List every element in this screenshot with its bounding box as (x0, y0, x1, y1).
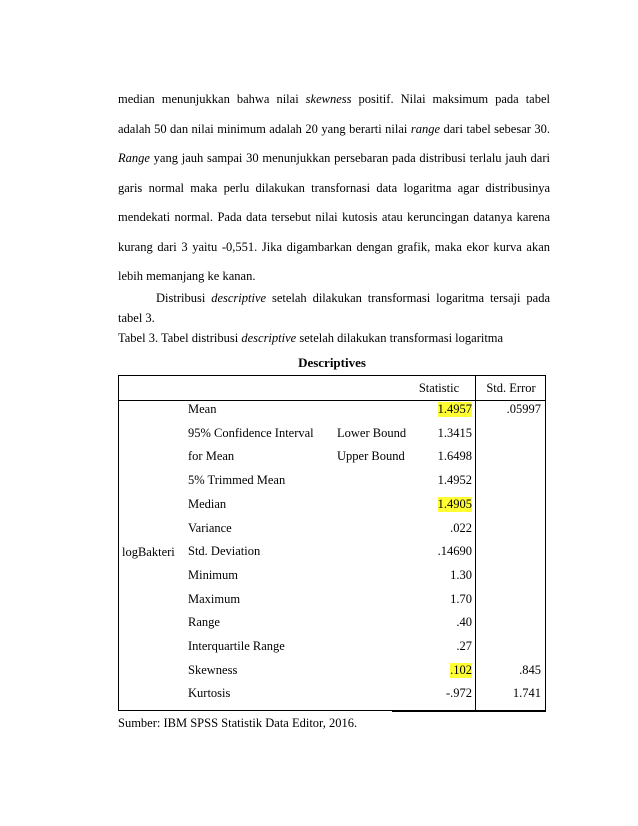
std-error-value: .05997 (506, 402, 541, 416)
statistic-value: .27 (456, 639, 472, 653)
table-caption: Tabel 3. Tabel distribusi descriptive setelah dilakukan transformasi logaritma (118, 331, 504, 345)
row-label: Maximum (188, 591, 241, 606)
row-label: Variance (188, 520, 232, 535)
row-sublabel: Upper Bound (337, 449, 405, 464)
std-error-value: 1.741 (512, 686, 541, 701)
source-note: Sumber: IBM SPSS Statistik Data Editor, 2016. (118, 716, 358, 730)
statistic-value: 1.6498 (437, 449, 472, 464)
table-bottom-rule (392, 710, 546, 712)
statistic-value: .14690 (437, 544, 472, 559)
row-label: 5% Trimmed Mean (188, 473, 286, 488)
body-paragraph-1: median menunjukkan bahwa nilai skewness positif. Nilai maksimum pada tabel adalah 50 dan nilai minimum adalah 20 yang berarti nilai range dari tabel sebesar 30. Range yang jauh sampai 30 menunjukkan persebaran pada distribusi terlalu jauh dari garis normal maka perlu dilakukan transfornasi data logaritma agar distribusinya mendekati normal. Pada data tersebut nilai kutosis atau keruncingan datanya karena kurang dari 3 yaitu -0,551. Jika digambarkan dengan grafik, maka ekor kurva akan lebih memanjang ke kanan. (118, 92, 551, 283)
row-sublabel: Lower Bound (337, 425, 407, 440)
variable-label: logBakteri (122, 545, 175, 559)
table-title: Descriptives (298, 355, 366, 370)
std-error-value: .845 (519, 662, 541, 677)
statistic-value: 1.30 (450, 567, 472, 582)
statistic-value: 1.4957 (437, 402, 472, 416)
statistic-value: .102 (450, 662, 472, 677)
header-std-error: Std. Error (486, 381, 536, 395)
statistic-value: .40 (456, 615, 472, 630)
row-label: Range (188, 615, 220, 630)
body-paragraph-2: Distribusi descriptive setelah dilakukan transformasi logaritma tersaji pada tabel 3. (118, 291, 550, 325)
descriptives-table (118, 375, 546, 711)
statistic-value: .022 (450, 520, 472, 535)
statistic-value: 1.4952 (437, 473, 472, 488)
row-label: Std. Deviation (188, 544, 261, 559)
row-label: Kurtosis (188, 686, 231, 701)
row-label: Minimum (188, 567, 239, 582)
row-label: Mean (188, 402, 217, 416)
column-divider-std-error (545, 376, 546, 710)
statistic-value: 1.4905 (437, 496, 472, 511)
header-divider (119, 400, 545, 401)
statistic-value: -.972 (445, 686, 472, 701)
column-divider-statistic (475, 376, 476, 710)
row-label: for Mean (188, 449, 235, 464)
statistic-value: 1.70 (450, 591, 472, 606)
row-label: 95% Confidence Interval (188, 425, 314, 440)
row-label: Interquartile Range (188, 639, 285, 653)
row-label: Skewness (188, 662, 238, 677)
statistic-value: 1.3415 (437, 425, 472, 440)
row-label: Median (188, 496, 227, 511)
header-statistic: Statistic (418, 381, 460, 395)
